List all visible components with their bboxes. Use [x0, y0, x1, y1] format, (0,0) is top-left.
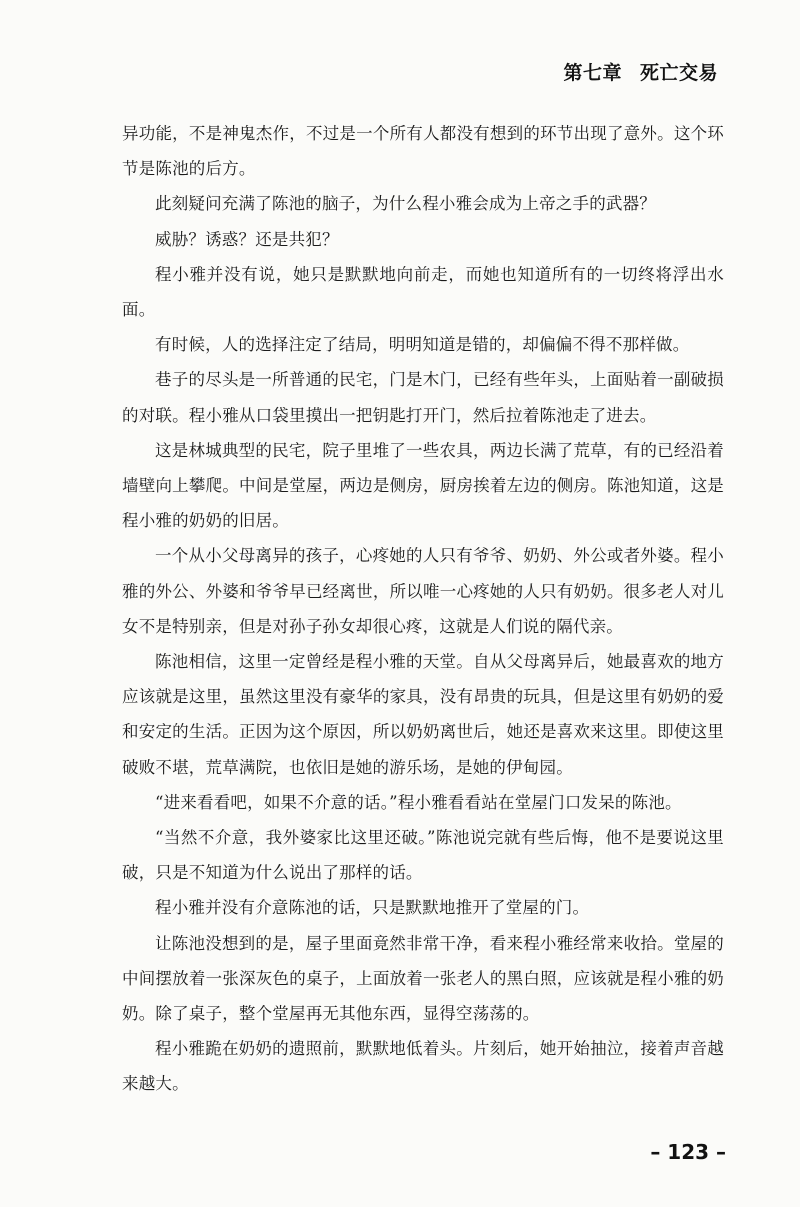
paragraph: 陈池相信，这里一定曾经是程小雅的天堂。自从父母离异后，她最喜欢的地方应该就是这里，虽然这里没有豪华的家具，没有昂贵的玩具，但是这里有奶奶的爱和安定的生活。正因为这个原因，所以奶奶离世后，她还是喜欢来这里。即使这里破败不堪，荒草满院，也依旧是她的游乐场，是她的伊甸园。	[122, 652, 724, 777]
chapter-title: 死亡交易	[639, 62, 718, 84]
paragraph: 此刻疑问充满了陈池的脑子，为什么程小雅会成为上帝之手的武器？	[155, 194, 656, 214]
paragraph: 程小雅跪在奶奶的遗照前，默默地低着头。片刻后，她开始抽泣，接着声音越来越大。	[122, 1039, 724, 1094]
paragraph: 程小雅并没有介意陈池的话，只是默默地推开了堂屋的门。	[155, 898, 590, 918]
paragraph: 异功能，不是神鬼杰作，不过是一个所有人都没有想到的环节出现了意外。这个环节是陈池的后方。	[122, 124, 724, 179]
paragraph: 程小雅并没有说，她只是默默地向前走，而她也知道所有的一切终将浮出水面。	[122, 264, 724, 320]
paragraph: 这是林城典型的民宅，院子里堆了一些农具，两边长满了荒草，有的已经沿着墙壁向上攀爬。中间是堂屋，两边是侧房，厨房挨着左边的侧房。陈池知道，这是程小雅的奶奶的旧居。	[122, 440, 724, 531]
chapter-number: 第七章	[563, 62, 622, 84]
paragraph: 让陈池没想到的是，屋子里面竟然非常干净，看来程小雅经常来收拾。堂屋的中间摆放着一张深灰色的桌子，上面放着一张老人的黑白照，应该就是程小雅的奶奶。除了桌子，整个堂屋再无其他东西，显得空荡荡的。	[122, 933, 724, 1024]
running-head	[563, 58, 718, 85]
paragraph: “进来看看吧，如果不介意的话。”程小雅看看站在堂屋门口发呆的陈池。	[155, 792, 682, 812]
paragraph: 有时候，人的选择注定了结局，明明知道是错的，却偏偏不得不那样做。	[155, 335, 690, 355]
page-number: – 123 –	[650, 1140, 726, 1164]
paragraph: 巷子的尽头是一所普通的民宅，门是木门，已经有些年头，上面贴着一副破损的对联。程小雅从口袋里摸出一把钥匙打开门，然后拉着陈池走了进去。	[122, 370, 724, 425]
body-text	[122, 116, 724, 1102]
paragraph: 一个从小父母离异的孩子，心疼她的人只有爷爷、奶奶、外公或者外婆。程小雅的外公、外婆和爷爷早已经离世，所以唯一心疼她的人只有奶奶。很多老人对儿女不是特别亲，但是对孙子孙女却很心疼，这就是人们说的隔代亲。	[122, 546, 724, 636]
paragraph: “当然不介意，我外婆家比这里还破。”陈池说完就有些后悔，他不是要说这里破，只是不知道为什么说出了那样的话。	[122, 828, 724, 883]
paragraph: 威胁？诱惑？还是共犯？	[155, 229, 339, 249]
